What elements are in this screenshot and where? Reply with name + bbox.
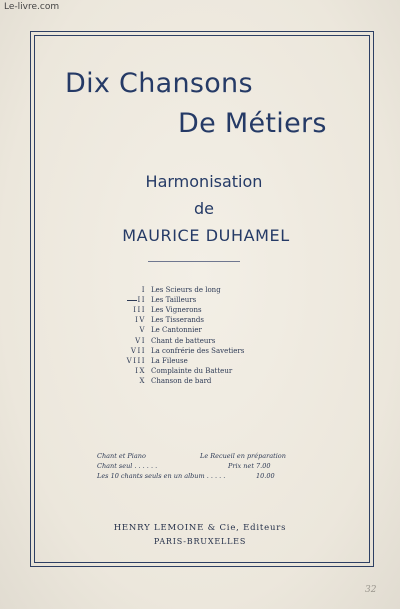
song-title: La Fileuse [151,356,188,365]
price-value-1: Le Recueil en préparation [200,452,286,460]
song-title: Les Tisserands [151,316,204,325]
composer-name: MAURICE DUHAMEL [122,226,290,245]
price-value-3: 10.00 [256,472,275,480]
price-label-1: Chant et Piano [97,452,146,460]
divider-rule [148,261,240,262]
song-number: VIII [126,356,146,365]
song-title: Les Vignerons [151,306,202,315]
song-title: Le Cantonnier [151,326,202,335]
publisher-city: PARIS-BRUXELLES [153,537,247,546]
song-number: II [137,296,146,305]
harmonisation-label: Harmonisation [145,172,263,191]
song-title: Les Scieurs de long [151,286,221,294]
song-title: Les Tailleurs [151,296,197,305]
title-line-1: Dix Chansons [65,68,253,99]
song-number: X [139,376,146,385]
price-label-2: Chant seul . . . . . . [97,462,158,470]
song-title: La confrérie des Savetiers [151,346,245,355]
title-line-2: De Métiers [178,108,327,139]
pencil-note: 32 [365,585,377,595]
song-number: IV [135,316,146,325]
song-number: VII [130,346,146,355]
song-number: VI [135,336,146,345]
song-number: III [133,306,146,315]
song-number: I [141,286,146,294]
song-title: Complainte du Batteur [151,366,233,375]
price-label-3: Les 10 chants seuls en un album . . . . . [97,472,226,480]
song-title: Chant de batteurs [151,336,216,345]
publisher-name: HENRY LEMOINE & Cie, Editeurs [113,523,287,533]
watermark: Le-livre.com [4,2,60,12]
song-number: V [139,326,146,335]
harmonisation-de: de [194,199,214,218]
song-number: IX [135,366,146,375]
price-value-2: Prix net 7.00 [228,462,271,470]
song-title: Chanson de bard [151,376,212,385]
